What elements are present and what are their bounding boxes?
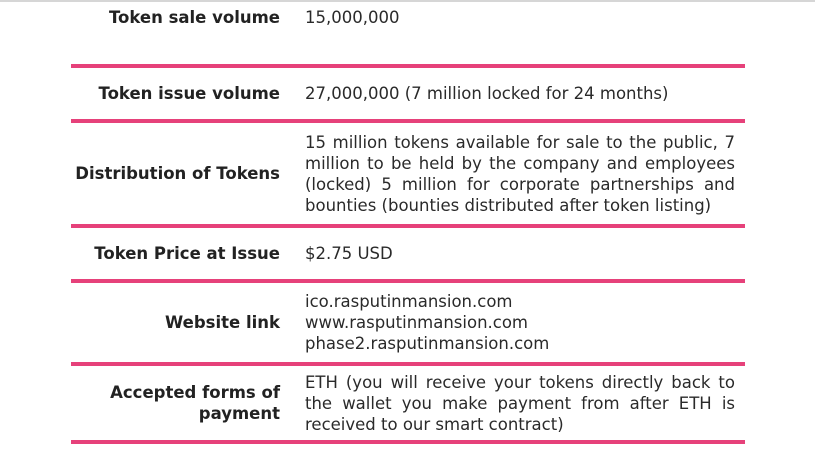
row-value: $2.75 USD [305,244,393,263]
website-link[interactable]: www.rasputinmansion.com [305,313,529,332]
row-label: Accepted forms of payment [110,383,280,423]
row-token-price [71,228,745,283]
token-info-table [71,0,745,444]
row-value: 15,000,000 [305,7,400,27]
row-label: Distribution of Tokens [75,164,280,183]
row-label: Website link [165,313,280,332]
website-link[interactable]: phase2.rasputinmansion.com [305,334,550,353]
website-links [305,291,735,354]
row-token-sale-volume [71,0,745,68]
row-label: Token Price at Issue [94,244,280,263]
row-token-issue-volume [71,68,745,123]
website-link[interactable]: ico.rasputinmansion.com [305,292,513,311]
row-distribution-of-tokens [71,123,745,228]
row-label: Token sale volume [108,7,280,27]
row-website-link [71,283,745,366]
row-value: ETH (you will receive your tokens directly back to the wallet you make payment from after ETH is received to our smart contract) [305,372,735,434]
row-value: 27,000,000 (7 million locked for 24 months) [305,84,669,103]
row-accepted-payment [71,366,745,444]
row-value: 15 million tokens available for sale to the public, 7 million to be held by the company and employees (locked) 5 million for corporate partnerships and bounties (bounties distributed after token listing) [305,132,735,215]
row-label: Token issue volume [98,84,280,103]
